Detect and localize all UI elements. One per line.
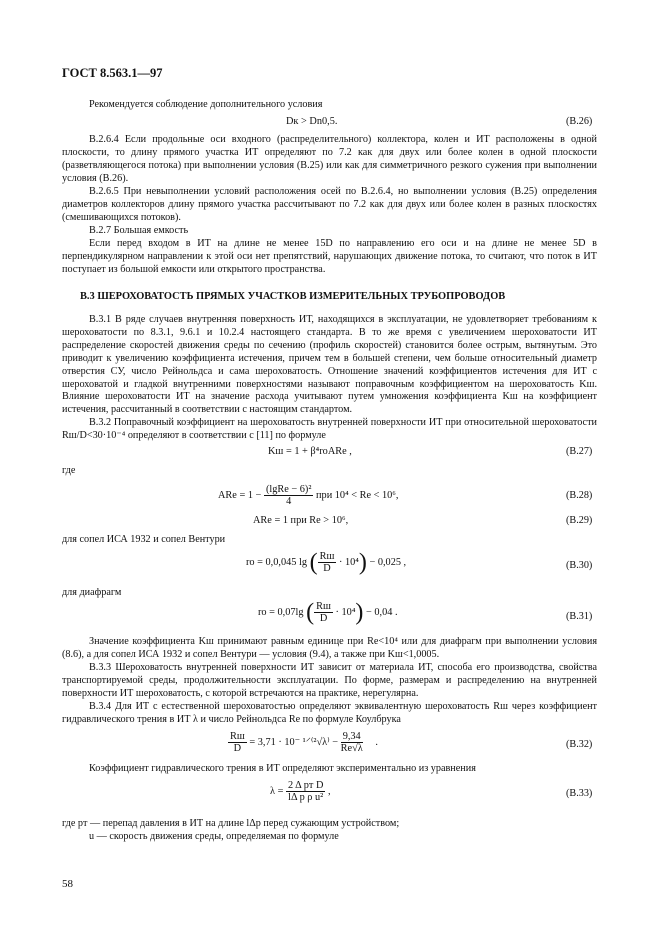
equation-b27: Kш = 1 + β⁴rоARe , [268,446,352,457]
label-nozzles: для сопел ИСА 1932 и сопел Вентури [62,534,226,545]
paragraph-b32: В.3.2 Поправочный коэффициент на шероховатость внутренней поверхности ИТ при относительной шероховатости Rш/D<30·10⁻⁴ определяют в соответствии с [11] по формуле [62,417,597,441]
equation-b30-paren-close: ) [358,549,367,576]
equation-number-b28: (В.28) [566,490,593,501]
equation-b32-denominator-2: Re√λ [340,743,363,754]
equation-number-b30: (В.30) [566,560,593,571]
paragraph-b27: Если перед входом в ИТ на длине не менее 15D по направлению его оси и на длине не менее 5D в перпендикулярном направлении к этой оси нет препятствий, нарушающих движение потока, то считают, что поток в ИТ поступает из большой емкости или открытого пространства. [62,238,597,275]
paragraph-b264: В.2.6.4 Если продольные оси входного (распределительного) коллектора, колен и ИТ расположены в одной плоскости, то длину прямого участка ИТ определяют по 7.2 как для двух или более колен в одной плоскости (разветвляющегося потока) при выполнении условия (В.25) или как для симметричного резкого сужения при выполнении условия (В.26). [62,134,597,184]
equation-b33 [270,780,331,803]
definition-u: u — скорость движения среды, определяемая по формуле [89,831,339,842]
equation-b30-denominator: D [323,563,331,574]
equation-number-b31: (В.31) [566,611,593,622]
equation-b26 [286,116,337,127]
section-title-b3: В.3 ШЕРОХОВАТОСТЬ ПРЯМЫХ УЧАСТКОВ ИЗМЕРИТЕЛЬНЫХ ТРУБОПРОВОДОВ [80,291,506,302]
equation-b32-tail: . [375,736,378,748]
paragraph-intro: Рекомендуется соблюдение дополнительного условия [89,99,323,110]
equation-b31-fraction [314,601,333,624]
equation-b31 [258,601,398,624]
equation-b30-tail: − 0,025 , [369,556,407,568]
equation-b33-lhs: λ = [270,785,284,797]
equation-b28-denominator: 4 [286,496,292,507]
equation-b33-tail: , [327,785,331,797]
equation-b28 [218,484,398,507]
paragraph-b27-title: В.2.7 Большая емкость [89,225,189,236]
equation-b30-fraction [318,551,337,574]
equation-number-b29: (В.29) [566,515,593,526]
equation-b28-tail: при 10⁴ < Re < 10⁶, [316,489,399,501]
definition-pt: где pт — перепад давления в ИТ на длине lΔp перед сужающим устройством; [62,818,400,829]
equation-b29: ARe = 1 при Re > 10⁶, [253,515,349,526]
equation-b32-denominator-1: D [233,743,242,754]
page-number: 58 [62,878,73,890]
equation-b32-numerator-1: Rш [230,731,245,742]
paragraph-b31: В.3.1 В ряде случаев внутренняя поверхность ИТ, находящихся в эксплуатации, не удовлетворяет требованиям к шероховатости по 8.3.1, 9.6.1 и 10.2.4 настоящего стандарта. В то же время с увеличением шероховатости ИТ распределение скоростей движения среды по сечению (профиль скоростей) становится более острым, вытянутым. Это приводит к увеличению коэффициента истечения, причем тем в большей степени, чем больше относительный диаметр отверстия СУ, число Рейнольдса и сама шероховатость. Отношение значений коэффициентов истечения для ИТ с шероховатой и гладкой внутренними поверхностями называют поправочным коэффициентом на шероховатость Kш. Влияние шероховатости ИТ на значение расхода учитывают путем умножения коэффициента Kш на коэффициент истечения, рассчитанный в соответствии с настоящим стандартом. [62,314,597,416]
equation-b31-mid: · 10⁴ [335,606,356,618]
paragraph-b265: В.2.6.5 При невыполнении условий расположения осей по В.2.6.4, но выполнении условия (В.25) определения диаметров коллекторов длину прямого участка рассчитывают по 7.2 как для двух или более колен в разных плоскостях (смешивающихся потоков). [62,186,597,223]
equation-b32 [228,731,378,754]
label-diaphragms: для диафрагм [62,587,122,598]
equation-b30-numerator: Rш [319,551,335,562]
equation-b26-text: Dк > Dn0,5. [286,116,338,127]
equation-number-b27: (В.27) [566,446,593,457]
equation-b30-paren-open: ( [309,549,318,576]
equation-number-b26: (В.26) [566,116,593,127]
equation-b32-numerator-2: 9,34 [341,731,363,743]
equation-b31-tail: − 0,04 . [365,606,398,618]
equation-b31-paren-close: ) [355,599,364,626]
equation-b30 [246,551,406,574]
equation-b30-lhs: rо = 0,0,045 lg [246,556,308,568]
equation-b28-numerator: (lgRe − 6)² [265,484,312,495]
equation-b32-fraction-1 [228,731,247,754]
document-header: ГОСТ 8.563.1—97 [62,66,163,80]
equation-b33-fraction [286,780,325,803]
equation-b28-lhs: ARe = 1 − [218,489,262,501]
equation-b31-lhs: rо = 0,07lg [258,606,304,618]
paragraph-lambda: Коэффициент гидравлического трения в ИТ определяют экспериментально из уравнения [89,763,476,774]
label-where: где [62,465,76,476]
equation-b31-numerator: Rш [316,601,331,612]
equation-b31-paren-open: ( [306,599,315,626]
equation-b31-denominator: D [319,613,328,624]
equation-b28-fraction [264,484,314,507]
equation-number-b32: (В.32) [566,739,593,750]
equation-number-b33: (В.33) [566,788,593,799]
equation-b32-mid: = 3,71 · 10⁻ ¹⸍⁽²√λ⁾ − [249,736,339,748]
equation-b33-numerator: 2 Δ pт D [287,780,324,791]
paragraph-after-b31: Значение коэффициента Kш принимают равным единице при Re<10⁴ или для диафрагм при выполнении условия (8.6), а для сопел ИСА 1932 и сопел Вентури — условия (9.4), а также при Kш<1,0005. [62,636,597,660]
equation-b33-denominator: lΔ p ρ u² [288,792,324,803]
paragraph-b34: В.3.4 Для ИТ с естественной шероховатостью определяют эквивалентную шероховатость Rш через коэффициент гидравлического трения в ИТ λ и число Рейнольдса Re по формуле Коулбрука [62,701,597,725]
equation-b30-mid: · 10⁴ [338,556,359,568]
equation-b32-fraction-2 [341,731,363,754]
paragraph-b33: В.3.3 Шероховатость внутренней поверхности ИТ зависит от материала ИТ, способа его производства, свойства транспортируемой среды, продолжительности эксплуатации. По форме, размерам и распределению на внутренней поверхности ИТ шероховатость, с которой встречаются на практике, нерегулярна. [62,662,597,699]
